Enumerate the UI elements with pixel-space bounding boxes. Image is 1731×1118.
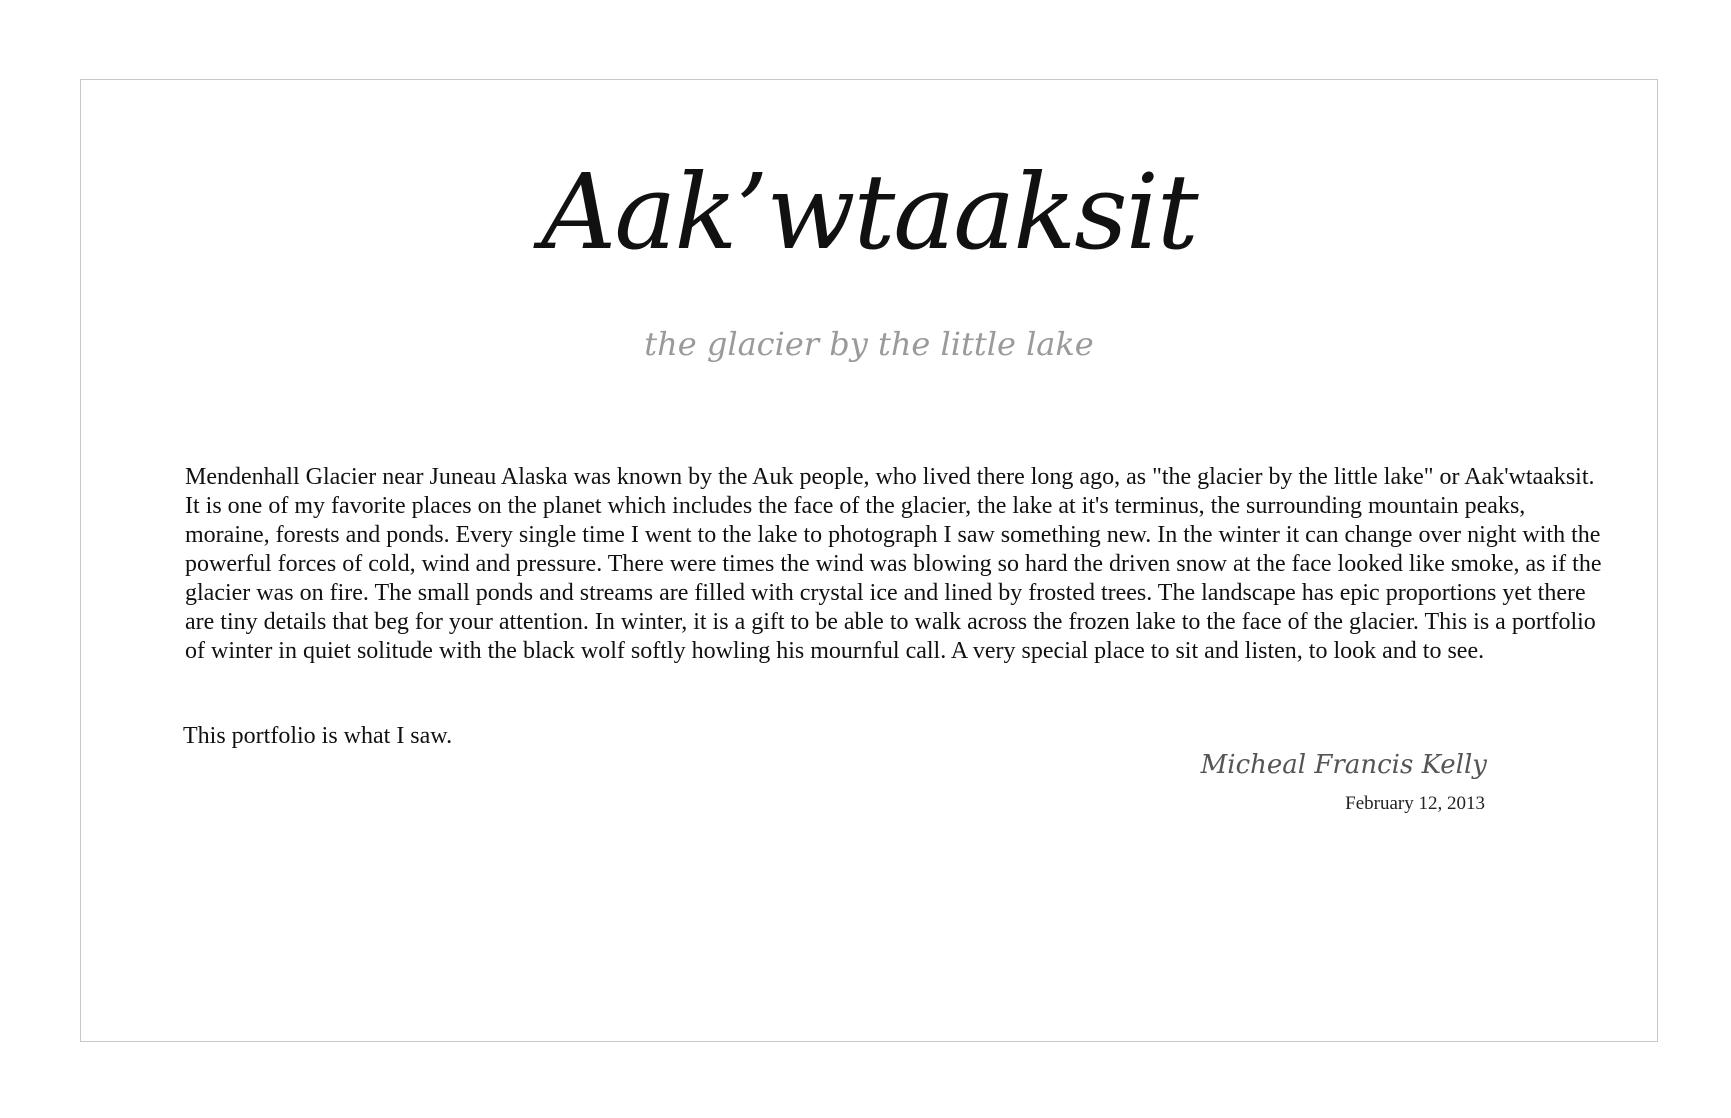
body-paragraph: Mendenhall Glacier near Juneau Alaska was known by the Auk people, who lived there long ago, as "the glacier by the little lake" or Aak'wtaaksit. It is one of my favorite places on the planet which includes the face of the glacier, the lake at it's terminus, the surrounding mountain peaks, moraine, forests and ponds. Every single time I went to the lake to photograph I saw something new. In the winter it can change over night with the powerful forces of cold, wind and pressure. There were times the wind was blowing so hard the driven snow at the face looked like smoke, as if the glacier was on fire. The small ponds and streams are filled with crystal ice and lined by frosted trees. The landscape has epic proportions yet there are tiny details that beg for your attention. In winter, it is a gift to be able to walk across the frozen lake to the face of the glacier. This is a portfolio of winter in quiet solitude with the black wolf softly howling his mournful call. A very special place to sit and listen, to look and to see. xyxy=(185,464,1602,664)
document-page xyxy=(80,79,1658,1042)
page-title: Aak’wtaaksit xyxy=(541,151,1197,273)
signature-date: February 12, 2013 xyxy=(1345,793,1485,814)
author-signature: Micheal Francis Kelly xyxy=(1200,750,1487,780)
page-subtitle: the glacier by the little lake xyxy=(644,325,1094,363)
closing-line: This portfolio is what I saw. xyxy=(183,723,453,749)
